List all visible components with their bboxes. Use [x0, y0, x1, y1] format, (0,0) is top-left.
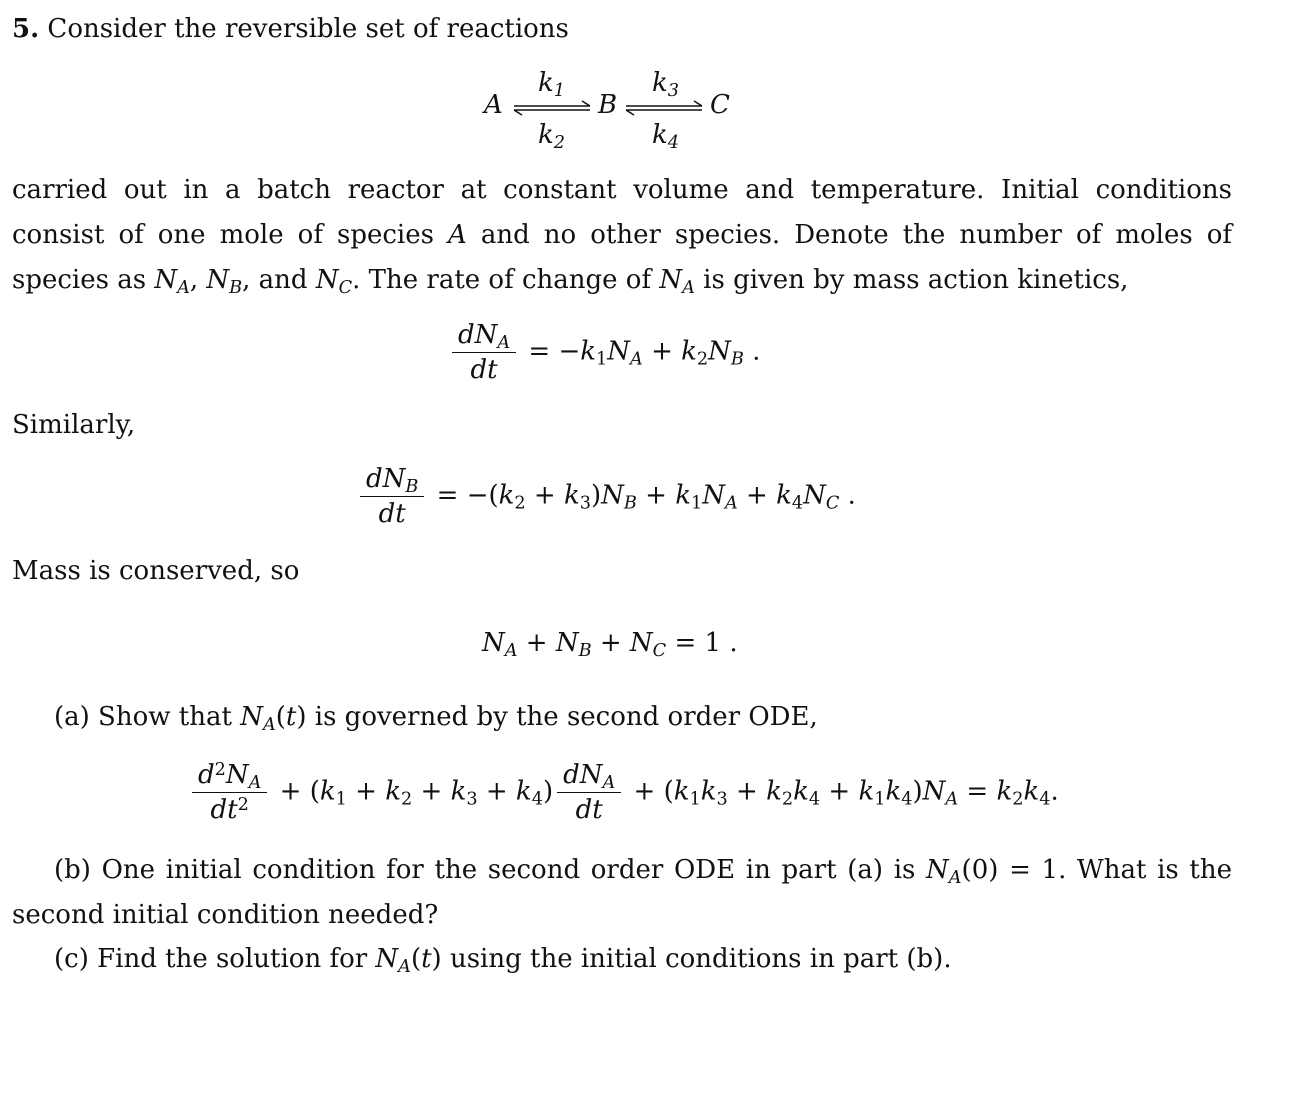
similarly-text: Similarly, [12, 410, 136, 440]
reaction-scheme [480, 64, 750, 154]
paragraph1-text-5: is given by mass action kinetics, [694, 265, 1129, 295]
part-c: (c) Find the solution for $N_A(t)$ using the initial conditions in part (b). [54, 944, 952, 977]
part-b: (b) One initial condition for the second order ODE in part (a) is $N_A(0) = 1$. What is the second initial condition needed? [12, 855, 1233, 930]
fraction-d2na-dt2: $\frac{d^2N_A}{dt^2}$ [192, 760, 267, 825]
part-b-text-2: = 1. What is the second initial condition needed? [12, 855, 1233, 930]
k1-subscript: 1 [553, 80, 566, 101]
k3-label: $k_3$ [652, 68, 680, 101]
fraction-dna-dt: $\frac{dN_A}{dt}$ [452, 320, 516, 385]
paragraph1-text-2: and no other species. Denote the number of moles of species as [12, 220, 1232, 295]
part-a: (a) Show that $N_A(t)$ is governed by the second order ODE, [54, 702, 818, 735]
fraction-dna-dt-ode: $\frac{dN_A}{dt}$ [557, 760, 621, 825]
conservation-rhs: = 1 . [674, 628, 738, 658]
k2-subscript: 2 [553, 132, 566, 153]
fraction-dnb-dt: $\frac{dN_B}{dt}$ [360, 464, 424, 529]
mass-conserved-text: Mass is conserved, so [12, 556, 300, 586]
problem-intro: Consider the reversible set of reactions [47, 14, 569, 44]
part-c-text-2: using the initial conditions in part (b). [441, 944, 952, 974]
problem-heading [12, 14, 569, 44]
problem-number: 5. [12, 14, 40, 44]
equilibrium-arrow-1 [510, 100, 594, 116]
k1-label: $k_1$ [538, 68, 566, 101]
paragraph-conditions: carried out in a batch reactor at constant volume and temperature. Initial conditions consist of one mole of species A and no other species. Denote the number of moles of species as $N_A$, $N_B$, and $N_C$. The rate of change of $N_A$ is given by mass action kinetics, [12, 175, 1232, 298]
species-a: A [484, 90, 503, 120]
k2-label: $k_2$ [538, 120, 566, 153]
k4-subscript: 4 [667, 132, 680, 153]
k3-subscript: 3 [667, 80, 680, 101]
part-a-text: (a) Show that [54, 702, 241, 732]
equilibrium-arrow-2 [622, 100, 706, 116]
part-a-text-2: is governed by the second order ODE, [306, 702, 818, 732]
paragraph1-text-3: , and [242, 265, 316, 295]
equation-dna-dt: $\frac{dN_A}{dt}$ = $-k_1N_A + k_2N_B$ . [448, 320, 760, 385]
paragraph1-text-1: carried out in a batch reactor at constant volume and temperature. Initial conditions consist of one mole of species [12, 175, 1232, 250]
k4-label: $k_4$ [652, 120, 680, 153]
part-b-text-1: (b) One initial condition for the second order ODE in part (a) is [54, 855, 927, 885]
species-b: B [598, 90, 618, 120]
part-c-text-1: (c) Find the solution for [54, 944, 376, 974]
species-c: C [710, 90, 730, 120]
equation-conservation: $N_A + N_B + N_C = 1$ . [482, 628, 738, 661]
equation-second-order-ode: $\frac{d^2N_A}{dt^2}$ + $(k_1 + k_2 + k_3 + k_4)$ $\frac{dN_A}{dt}$ + $(k_1k_3 + k_2k_4 + k_1k_4)N_A = k_2k_4$. [188, 760, 1059, 825]
equation-dnb-dt: $\frac{dN_B}{dt}$ = $-(k_2 + k_3)N_B + k_1N_A + k_4N_C$ . [356, 464, 856, 529]
paragraph1-text-4: . The rate of change of [352, 265, 660, 295]
